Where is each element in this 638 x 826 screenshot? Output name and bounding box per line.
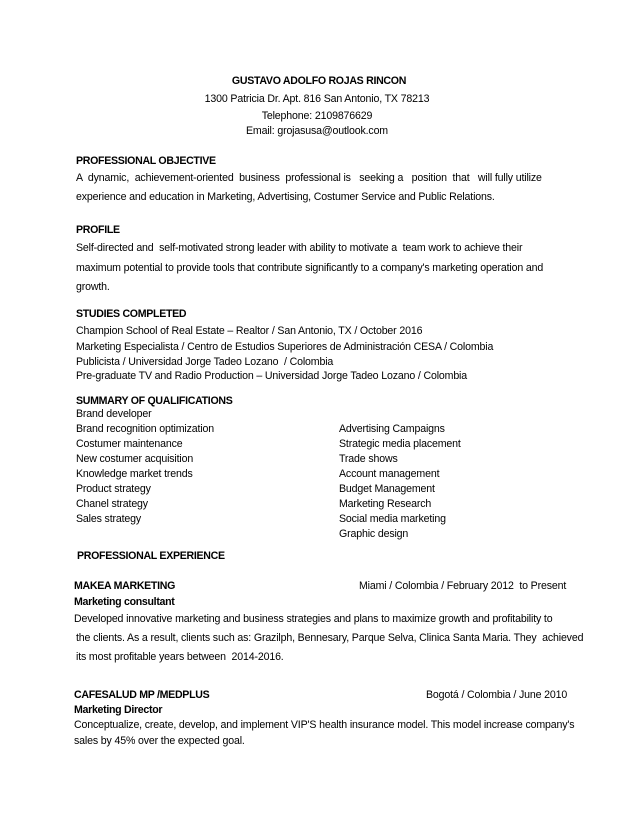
qualification-item: Chanel strategy [76,498,148,510]
profile-line: growth. [76,281,110,293]
telephone: Telephone: 2109876629 [261,110,373,122]
experience-heading: PROFESSIONAL EXPERIENCE [77,550,225,562]
profile-line: maximum potential to provide tools that contribute significantly to a company's marketing operation and [76,262,544,274]
profile-heading: PROFILE [76,224,120,236]
job-company: MAKEA MARKETING [74,580,176,592]
study-item: Pre-graduate TV and Radio Production – Universidad Jorge Tadeo Lozano / Colombia [76,370,468,382]
study-item: Marketing Especialista / Centro de Estudios Superiores de Administración CESA / Colombia [76,341,494,353]
address: 1300 Patricia Dr. Apt. 816 San Antonio, TX 78213 [204,93,430,105]
job-company: CAFESALUD MP /MEDPLUS [74,689,210,701]
qualification-item: Brand recognition optimization [76,423,215,435]
qualification-item: Product strategy [76,483,151,495]
objective-line: A dynamic, achievement-oriented business professional is seeking a position that will fully utilize [76,172,542,184]
qualification-item: Strategic media placement [339,438,461,450]
job-description-line: the clients. As a result, clients such as: Grazilph, Bennesary, Parque Selva, Clinica Santa Maria. They achieved [76,632,584,644]
qualification-item: Marketing Research [339,498,432,510]
qualification-item: New costumer acquisition [76,453,194,465]
qualification-item: Sales strategy [76,513,142,525]
job-description-line: its most profitable years between 2014-2016. [76,651,284,663]
profile-line: Self-directed and self-motivated strong leader with ability to motivate a team work to achieve their [76,242,523,254]
studies-heading: STUDIES COMPLETED [76,308,187,320]
qualification-item: Costumer maintenance [76,438,183,450]
job-location-date: Miami / Colombia / February 2012 to Present [359,580,567,592]
job-location-date: Bogotá / Colombia / June 2010 [426,689,568,701]
objective-heading: PROFESSIONAL OBJECTIVE [76,155,216,167]
qualification-item: Graphic design [339,528,409,540]
qualification-item: Knowledge market trends [76,468,193,480]
candidate-name: GUSTAVO ADOLFO ROJAS RINCON [231,75,407,87]
qualification-item: Budget Management [339,483,435,495]
qualification-item: Brand developer [76,408,152,420]
qualification-item: Social media marketing [339,513,446,525]
qualifications-heading: SUMMARY OF QUALIFICATIONS [76,395,233,407]
qualification-item: Account management [339,468,440,480]
job-description-line: Conceptualize, create, develop, and implement VIP'S health insurance model. This model increase company's [74,719,575,731]
study-item: Champion School of Real Estate – Realtor / San Antonio, TX / October 2016 [76,325,423,337]
job-title: Marketing consultant [74,596,175,608]
email: Email: grojasusa@outlook.com [246,125,388,137]
study-item: Publicista / Universidad Jorge Tadeo Lozano / Colombia [76,356,334,368]
qualification-item: Trade shows [339,453,398,465]
job-title: Marketing Director [74,704,163,716]
objective-line: experience and education in Marketing, Advertising, Costumer Service and Public Relations. [76,191,495,203]
qualification-item: Advertising Campaigns [339,423,445,435]
job-description-line: Developed innovative marketing and business strategies and plans to maximize growth and profitability to [74,613,553,625]
job-description-line: sales by 45% over the expected goal. [74,735,245,747]
